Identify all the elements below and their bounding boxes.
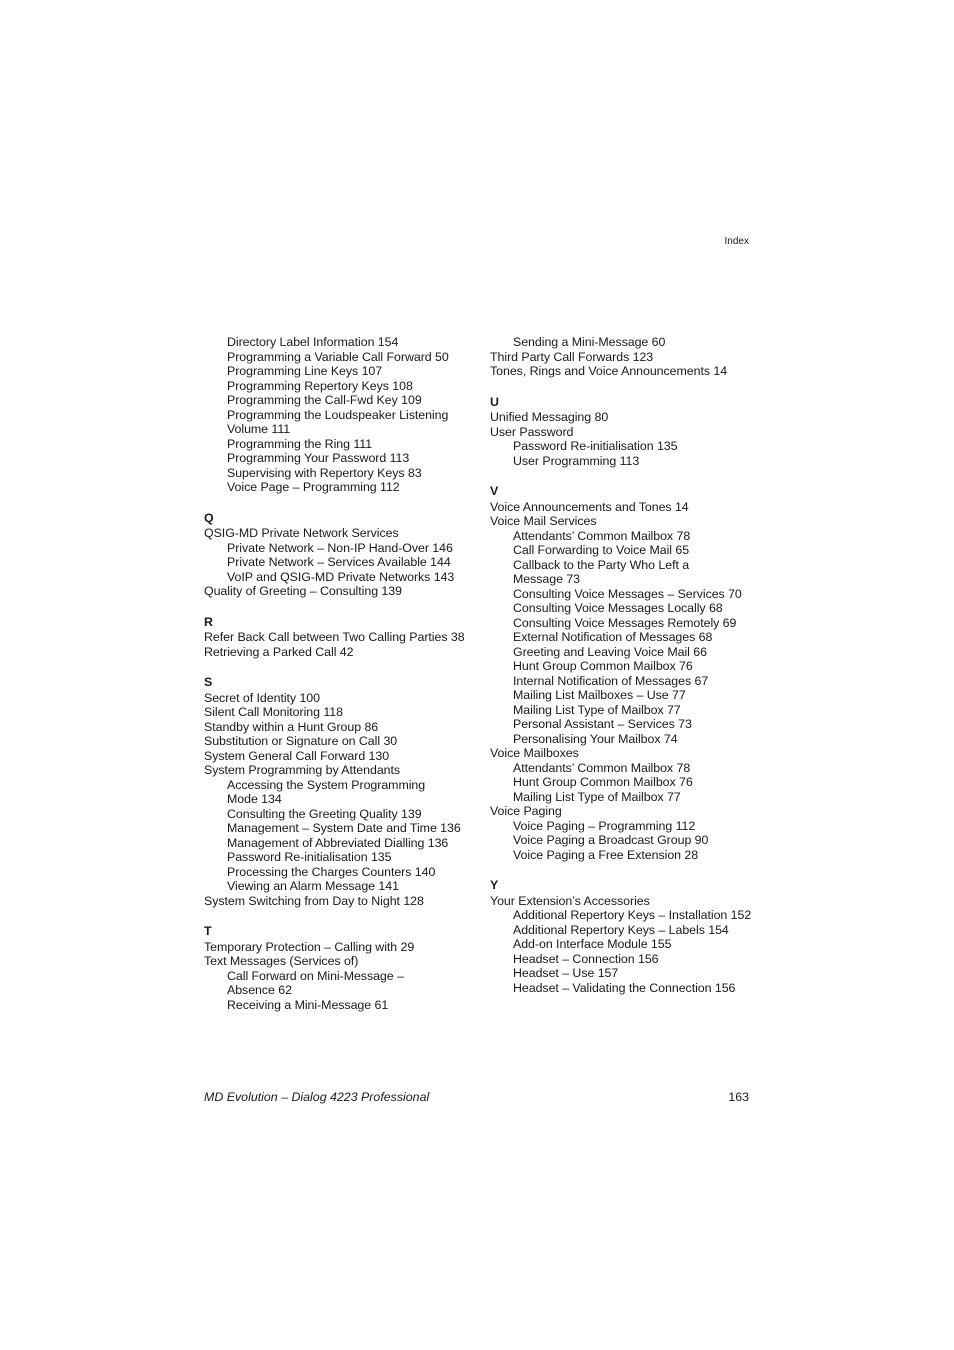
index-subentry: Private Network – Services Available 144 [227,555,451,569]
index-entry: Voice Announcements and Tones 14 [490,499,689,514]
index-entry: System General Call Forward 130 [204,748,390,763]
index-entry: Standby within a Hunt Group 86 [204,719,379,734]
index-subentry: Programming Repertory Keys 108 [227,378,413,393]
index-section-u [490,395,765,469]
index-section-s [204,675,479,908]
index-subentry: External Notification of Messages 68 [513,630,713,644]
index-subentry: Personalising Your Mailbox 74 [513,731,678,746]
index-subentry: Consulting the Greeting Quality 139 [227,806,422,821]
index-entry: User Password [490,424,574,439]
index-section-r [204,615,479,660]
index-subentry: Mailing List Type of Mailbox 77 [513,702,681,717]
index-column-left [204,335,479,1012]
index-entry: Quality of Greeting – Consulting 139 [204,584,402,598]
index-section-v [490,484,765,862]
index-entry: Voice Mailboxes [490,746,579,760]
index-subentry: Voice Paging a Broadcast Group 90 [513,833,709,847]
index-subentry: Consulting Voice Messages Locally 68 [513,601,723,615]
index-subentry: Hunt Group Common Mailbox 76 [513,659,693,673]
index-subentry: Viewing an Alarm Message 141 [227,879,399,893]
index-subentry: Personal Assistant – Services 73 [513,717,692,731]
index-entry: Voice Paging [490,804,562,818]
index-subentry: Call Forwarding to Voice Mail 65 [513,543,690,557]
footer-document-title: MD Evolution – Dialog 4223 Professional [204,1090,430,1104]
index-subentry: Accessing the System Programming [227,777,426,792]
index-subentry: Processing the Charges Counters 140 [227,864,436,879]
index-subentry: Headset – Validating the Connection 156 [513,980,736,995]
index-subentry: Management of Abbreviated Dialling 136 [227,835,449,850]
index-subentry: Sending a Mini-Message 60 [513,335,666,349]
index-letter-heading: S [204,675,213,689]
index-subentry: Absence 62 [227,983,292,997]
index-entry: System Programming by Attendants [204,763,401,777]
index-entry: Secret of Identity 100 [204,690,320,705]
index-entry: System Switching from Day to Night 128 [204,893,424,908]
index-subentry: Add-on Interface Module 155 [513,937,672,951]
index-subentry: Management – System Date and Time 136 [227,821,461,835]
index-entry: Voice Mail Services [490,514,597,528]
index-entry: Your Extension’s Accessories [490,893,650,908]
index-subentry: Voice Paging – Programming 112 [513,818,696,833]
index-subentry: Mailing List Type of Mailbox 77 [513,789,681,804]
index-subentry: Programming a Variable Call Forward 50 [227,349,449,364]
index-subentry: Consulting Voice Messages Remotely 69 [513,615,737,630]
index-subentry: Receiving a Mini-Message 61 [227,997,389,1012]
index-entry: Tones, Rings and Voice Announcements 14 [490,364,728,378]
index-letter-heading: R [204,614,213,629]
index-entry: Retrieving a Parked Call 42 [204,644,354,659]
index-subentry: Headset – Connection 156 [513,951,659,966]
index-letter-heading: Y [490,878,499,892]
index-subentry: Hunt Group Common Mailbox 76 [513,775,693,789]
index-subentry: Password Re-initialisation 135 [513,439,678,453]
index-letter-heading: T [204,924,212,938]
index-entry: Unified Messaging 80 [490,410,609,424]
index-subentry: Attendants’ Common Mailbox 78 [513,760,691,775]
index-entry: QSIG-MD Private Network Services [204,526,399,540]
index-letter-heading: Q [204,510,214,525]
index-subentry: Internal Notification of Messages 67 [513,673,709,688]
index-entry: Substitution or Signature on Call 30 [204,734,398,748]
index-subentry: Headset – Use 157 [513,966,619,980]
index-subentry: User Programming 113 [513,453,640,468]
index-subentry: Additional Repertory Keys – Labels 154 [513,922,729,937]
index-subentry: Volume 111 [227,422,291,436]
index-subentry: Programming the Ring 111 [227,436,373,451]
index-subentry: Supervising with Repertory Keys 83 [227,465,422,480]
index-subentry: Consulting Voice Messages – Services 70 [513,586,742,601]
index-subentry: Additional Repertory Keys – Installation 152 [513,908,752,922]
index-subentry: VoIP and QSIG-MD Private Networks 143 [227,569,455,584]
index-subentry: Password Re-initialisation 135 [227,850,392,864]
index-subentry: Message 73 [513,572,581,586]
index-letter-heading: U [490,394,499,409]
index-subentry: Voice Page – Programming 112 [227,480,400,494]
index-subentry: Directory Label Information 154 [227,335,399,349]
index-subentry: Mailing List Mailboxes – Use 77 [513,688,686,702]
footer-page-number: 163 [728,1090,749,1104]
index-subentry: Programming the Loudspeaker Listening [227,407,449,422]
index-entry: Third Party Call Forwards 123 [490,349,654,364]
running-head: Index [724,236,749,247]
index-subentry: Callback to the Party Who Left a [513,557,690,572]
index-entry: Text Messages (Services of) [204,954,359,968]
index-subentry: Call Forward on Mini-Message – [227,968,404,983]
index-subentry: Programming Line Keys 107 [227,364,383,378]
index-section-continued [490,335,765,379]
index-subentry: Greeting and Leaving Voice Mail 66 [513,644,707,659]
index-column-right [490,335,765,995]
index-subentry: Programming Your Password 113 [227,451,410,465]
index-entry: Temporary Protection – Calling with 29 [204,939,415,954]
index-subentry: Private Network – Non-IP Hand-Over 146 [227,540,453,555]
index-letter-heading: V [490,484,499,498]
index-section-y [490,878,765,995]
index-section-t [204,924,479,1012]
index-subentry: Attendants’ Common Mailbox 78 [513,528,691,543]
index-entry: Refer Back Call between Two Calling Parties 38 [204,630,465,644]
index-subentry: Mode 134 [227,792,282,806]
index-entry: Silent Call Monitoring 118 [204,705,343,719]
index-subentry: Programming the Call-Fwd Key 109 [227,393,422,407]
index-section-q [204,511,479,599]
index-section-continued [204,335,479,495]
index-subentry: Voice Paging a Free Extension 28 [513,847,699,862]
